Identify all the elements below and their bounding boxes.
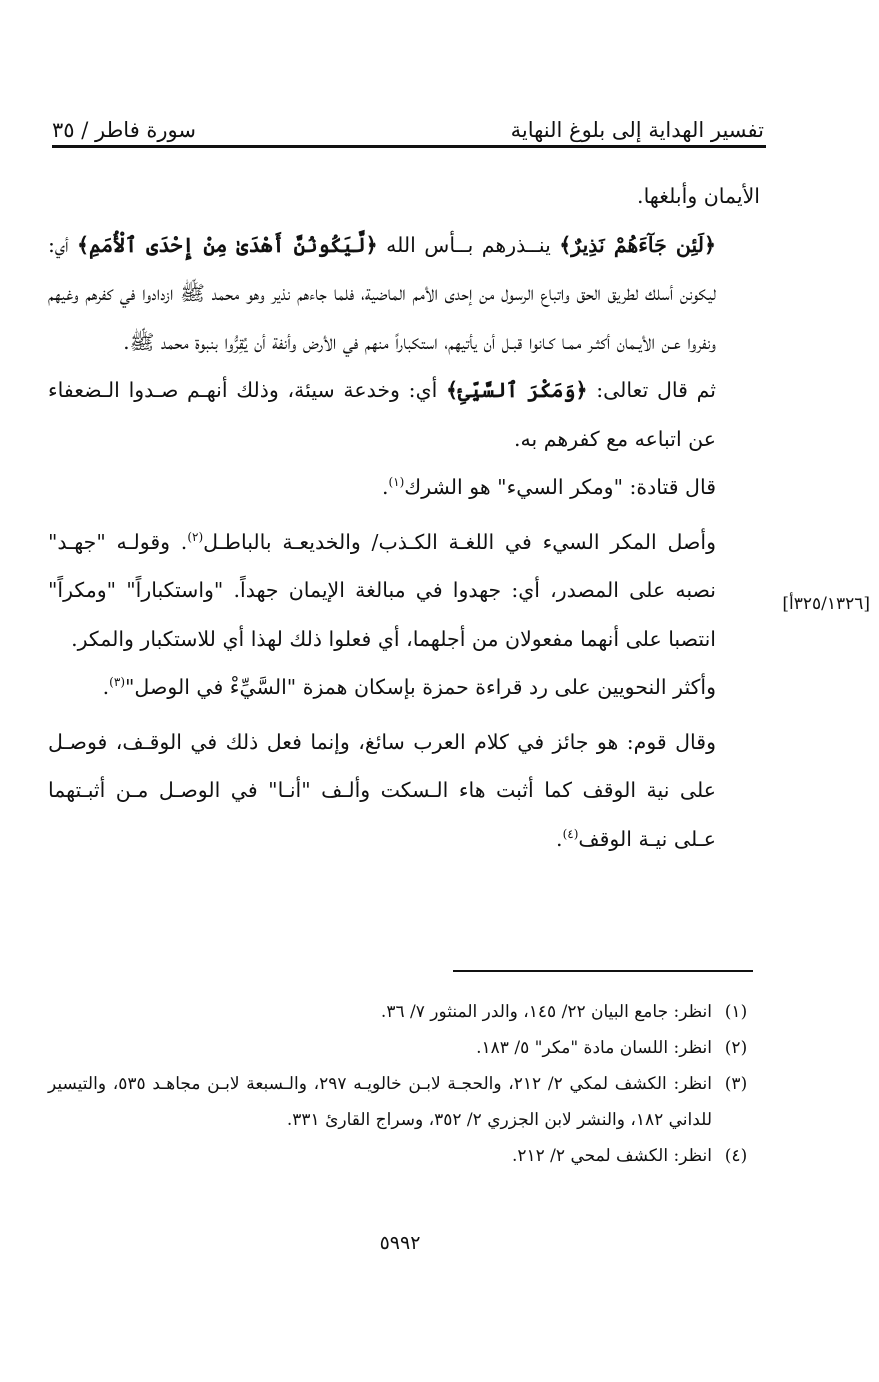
paragraph-6-end: . — [102, 675, 110, 699]
footnote-item — [48, 1138, 760, 1174]
footnote-item — [48, 1030, 760, 1066]
footnote-number: (٤) — [724, 1146, 748, 1166]
quran-verse-3: ﴿وَمَكْرَ ٱلسَّيِّئِ﴾ — [446, 378, 588, 402]
paragraph-2 — [48, 221, 760, 367]
footnotes — [48, 994, 760, 1174]
paragraph-5-text-2: . وقولـه "جهـد" نصبه على المصدر، أي: جهدوا في مبالغة الإيمان جهداً. "واستكباراً" "ومكراً" انتصبا على أنهما مفعولان من أجلهما، أي فعلوا ذلك لهذا أي للاستكبار والمكر. — [48, 529, 716, 651]
running-header — [52, 102, 764, 142]
footnote-item — [48, 1066, 760, 1138]
paragraph-4-text: قال قتادة: "ومكر السيء" هو الشرك — [404, 475, 716, 499]
surah-label: سورة فاطر / ٣٥ — [52, 118, 196, 142]
paragraph-7-text: وقال قوم: هو جائز في كلام العرب سائغ، وإنما فعل ذلك في الوقـف، فوصـل على نية الوقف كما أثبت هاء الـسكت وألـف "أنـا" في الوصـل مـن أثبـتهما عـلى نيـة الوقف — [48, 729, 716, 851]
manuscript-folio-note: [٣٢٥/١٣٢٦أ] — [782, 594, 870, 614]
paragraph-2-text-1: ينــذرهم بــأس الله — [377, 232, 560, 257]
footnote-separator — [453, 970, 753, 972]
paragraph-3-text-1: ثم قال تعالى: — [587, 378, 716, 402]
paragraph-7-end: . — [556, 826, 563, 851]
quran-verse-1: ﴿لَئِن جَآءَهُمْ نَذِيرٌ﴾ — [559, 232, 716, 257]
footnote-ref-2[interactable]: (٢) — [187, 529, 204, 544]
paragraph-4-end: . — [381, 475, 389, 499]
footnote-number: (٣) — [724, 1074, 748, 1094]
footnote-number: (١) — [724, 1002, 748, 1022]
paragraph-7 — [48, 718, 760, 864]
paragraph-1-text: الأيمان وأبلغها. — [637, 184, 760, 208]
book-title: تفسير الهداية إلى بلوغ النهاية — [510, 118, 764, 142]
footnote-text: انظر: الكشف لمكي ٢/ ٢١٢، والحجـة لابـن خالويـه ٢٩٧، والـسبعة لابـن مجاهـد ٥٣٥، والتيسير للداني ١٨٢، والنشر لابن الجزري ٢/ ٣٥٢، وسراج القارئ ٣٣١. — [48, 1074, 712, 1130]
paragraph-6 — [48, 663, 760, 712]
paragraph-5-text-1: وأصل المكر السيء في اللغـة الكـذب/ والخديعـة بالباطـل — [203, 529, 716, 554]
paragraph-3-text-2: أي: وخدعة سيئة، وذلك أنهـم صـدوا الـضعفاء عن اتباعه مع كفرهم به. — [48, 378, 716, 451]
footnote-text: انظر: اللسان مادة "مكر" ٥/ ١٨٣. — [476, 1038, 712, 1058]
page-number: ٥٩٩٢ — [379, 1232, 421, 1254]
footnote-ref-1[interactable]: (١) — [388, 475, 405, 490]
footnote-ref-3[interactable]: (٣) — [109, 675, 125, 690]
paragraph-5 — [48, 518, 760, 664]
footnote-text: انظر: جامع البيان ٢٢/ ١٤٥، والدر المنثور ٧/ ٣٦. — [380, 1002, 712, 1022]
paragraph-2-text-2: أي: ليكونن أسلك لطريق الحق واتباع الرسول من إحدى الأمم الماضية، فلما جاءهم نذير وهو محمد ﷺ ازدادوا في كفرهم وغيهم ونفروا عـن الأيـمان أكثـر ممـا كـانوا قبـل أن يأتيهم، استكباراً منهم في الأرض وأنفة أن يُقِرُّوا بنبوة محمد ﷺ. — [48, 232, 716, 354]
footnote-item — [48, 994, 760, 1030]
quran-verse-2: ﴿لَّيَكُونُنَّ أَهْدَىٰ مِنْ إِحْدَى ٱلْأُمَمِ﴾ — [77, 232, 378, 257]
header-rule — [52, 145, 766, 148]
footnote-ref-4[interactable]: (٤) — [562, 826, 579, 841]
paragraph-1 — [48, 172, 760, 221]
paragraph-4 — [48, 463, 760, 512]
paragraph-6-text: وأكثر النحويين على رد قراءة حمزة بإسكان همزة "السَّيِّءْ في الوصل" — [125, 675, 716, 699]
footnote-number: (٢) — [724, 1038, 748, 1058]
paragraph-3 — [48, 366, 760, 463]
main-text — [48, 172, 760, 863]
footnote-text: انظر: الكشف لمحي ٢/ ٢١٢. — [511, 1146, 712, 1166]
